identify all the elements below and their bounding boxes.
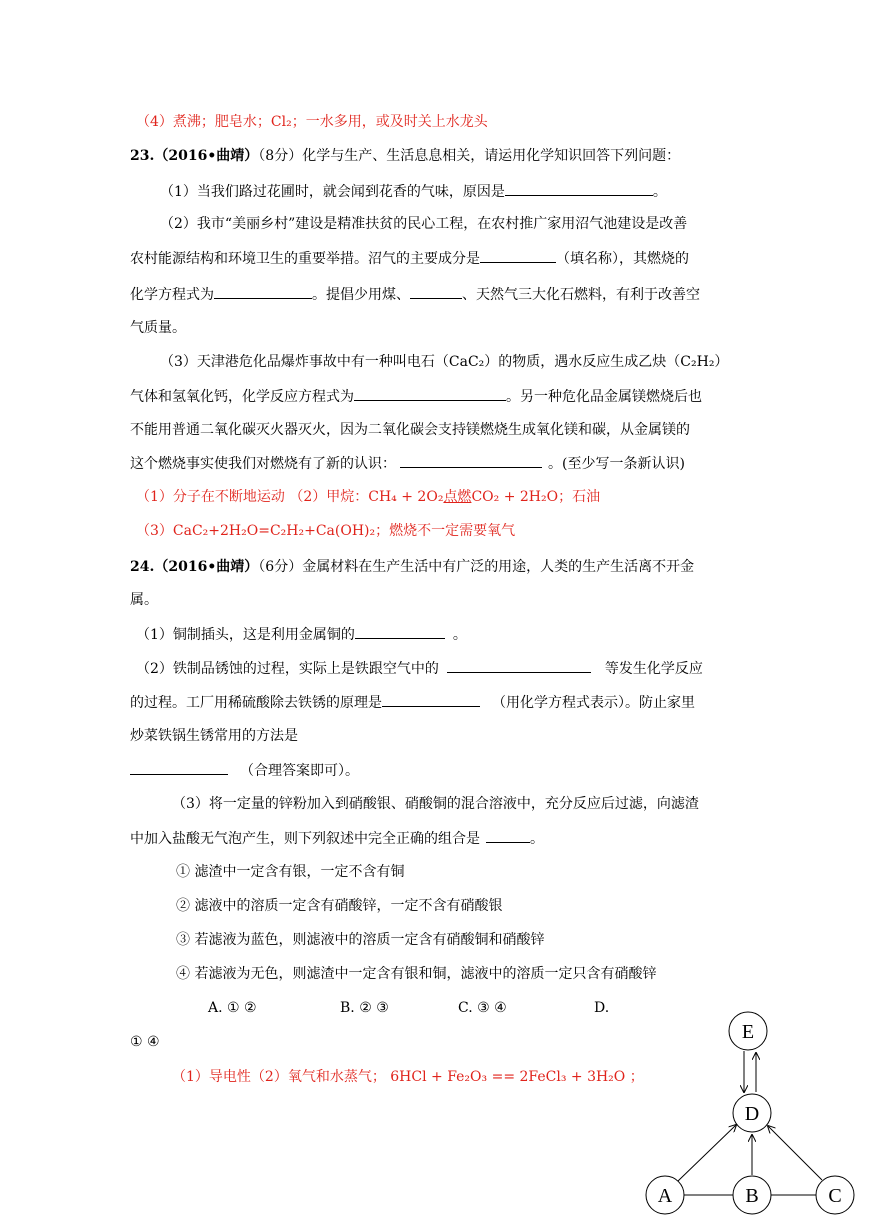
- answer-22-4: （4）煮沸；肥皂水；Cl₂；一水多用，或及时关上水龙头: [136, 114, 488, 130]
- node-label-c: C: [828, 1185, 842, 1207]
- question-23-intro-text: （8分）化学与生产、生活息息相关，请运用化学知识回答下列问题：: [258, 148, 681, 164]
- q24-p1-text: （1）铜制插头，这是利用金属铜的: [136, 627, 355, 643]
- choice-a[interactable]: A. ① ②: [208, 1000, 257, 1016]
- q23-p3-line3: 不能用普通二氧化碳灭火器灭火，因为二氧化碳会支持镁燃烧生成氧化镁和碳，从金属镁的: [130, 422, 690, 438]
- q23-p3-text4: 。(至少写一条新认识): [548, 456, 685, 472]
- q24-p2-line3: 炒菜铁锅生锈常用的方法是: [130, 728, 298, 744]
- q24-p2-text: （2）铁制品锈蚀的过程，实际上是铁跟空气中的: [136, 661, 439, 677]
- node-label-d: D: [744, 1103, 760, 1125]
- answer-23-text: （1）分子在不断地运动 （2）甲烷：CH₄ + 2O₂: [136, 489, 444, 505]
- q24-p3-text2: 。: [530, 831, 544, 847]
- q23-p2-text4: 。提倡少用煤、: [312, 287, 410, 303]
- question-23-header: 23.（2016•曲靖）: [130, 148, 259, 164]
- answer-23-text2: CO₂ + 2H₂O；石油: [471, 489, 601, 505]
- q23-p2-line4: 气质量。: [130, 320, 186, 336]
- question-24-intro-line2: 属。: [130, 592, 158, 608]
- answer-23-line2: （3）CaC₂+2H₂O=C₂H₂+Ca(OH)₂；燃烧不一定需要氧气: [136, 523, 516, 539]
- choice-d-continued: ① ④: [130, 1034, 160, 1050]
- q24-p3-line1: （3）将一定量的锌粉加入到硝酸银、硝酸铜的混合溶液中，充分反应后过滤，向滤渣: [172, 796, 699, 812]
- option-1: ① 滤渣中一定含有银，一定不含有铜: [176, 864, 405, 880]
- q23-p2-text5: 、天然气三大化石燃料，有利于改善空: [462, 287, 700, 303]
- node-label-b: B: [745, 1185, 759, 1207]
- option-4: ④ 若滤液为无色，则滤渣中一定含有银和铜，滤液中的溶质一定只含有硝酸锌: [176, 966, 657, 982]
- q24-p2-text5: （合理答案即可）。: [240, 763, 359, 779]
- q24-p2-text4: （用化学方程式表示）。防止家里: [492, 695, 695, 711]
- q23-p3-line1: （3）天津港危化品爆炸事故中有一种叫电石（CaC₂）的物质，遇水反应生成乙炔（C₂H₂）: [160, 354, 729, 370]
- reaction-condition: 点燃: [443, 489, 472, 505]
- q23-p1-end: 。: [652, 184, 667, 200]
- arrow-a-to-d: [678, 1125, 736, 1181]
- node-label-a: A: [657, 1185, 673, 1207]
- option-3: ③ 若滤液为蓝色，则滤液中的溶质一定含有硝酸铜和硝酸锌: [176, 932, 545, 948]
- choice-c[interactable]: C. ③ ④: [458, 1000, 507, 1016]
- q24-p1-end: 。: [452, 627, 467, 643]
- node-label-e: E: [741, 1021, 755, 1043]
- q23-p2-text2: （填名称），其燃烧的: [556, 251, 689, 267]
- q23-p3-text: 气体和氢氧化钙，化学反应方程式为: [130, 389, 354, 405]
- option-2: ② 滤液中的溶质一定含有硝酸锌，一定不含有硝酸银: [176, 898, 503, 914]
- question-24-intro-text: （6分）金属材料在生产生活中有广泛的用途，人类的生产生活离不开金: [258, 559, 695, 575]
- choice-d[interactable]: D.: [594, 1000, 610, 1016]
- q24-p2-text2: 等发生化学反应: [604, 661, 703, 677]
- q23-p1-text: （1）当我们路过花圃时，就会闻到花香的气味，原因是: [160, 184, 505, 200]
- question-24-header: 24.（2016•曲靖）: [130, 559, 259, 575]
- q23-p2-text: 农村能源结构和环境卫生的重要举措。沼气的主要成分是: [130, 251, 480, 267]
- q23-p2-text3: 化学方程式为: [130, 287, 214, 303]
- q23-p3-text3: 这个燃烧事实使我们对燃烧有了新的认识：: [130, 456, 396, 472]
- q24-p2-text3: 的过程。工厂用稀硫酸除去铁锈的原理是: [130, 695, 382, 711]
- arrow-c-to-d: [768, 1126, 822, 1180]
- q23-p2-line1: （2）我市“美丽乡村”建设是精准扶贫的民心工程，在农村推广家用沼气池建设是改善: [160, 216, 688, 232]
- q23-p3-text2: 。另一种危化品金属镁燃烧后也: [506, 389, 702, 405]
- answer-24: （1）导电性（2）氧气和水蒸气； 6HCl + Fe₂O₃ == 2FeCl₃ + 3H₂O ；: [172, 1069, 644, 1085]
- choice-b[interactable]: B. ② ③: [340, 1000, 389, 1016]
- q24-p3-text: 中加入盐酸无气泡产生，则下列叙述中完全正确的组合是: [130, 831, 480, 847]
